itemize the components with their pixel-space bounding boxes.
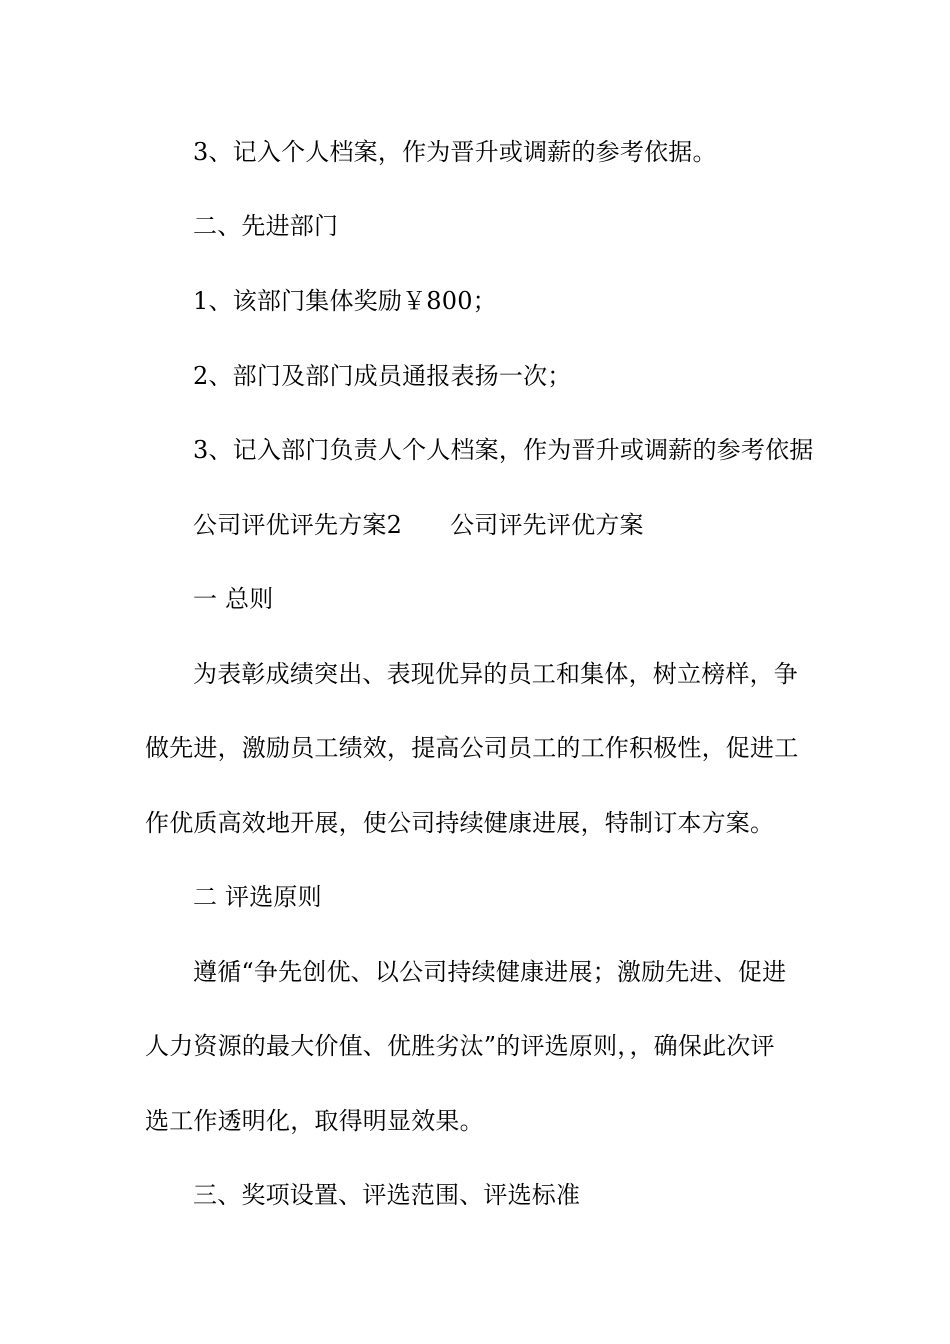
paragraph-line: 为表彰成绩突出、表现优异的员工和集体，树立榜样，争 xyxy=(193,660,798,688)
paragraph-line: 3、记入部门负责人个人档案，作为晋升或调薪的参考依据 xyxy=(193,436,814,464)
document-title: 公司评先评优方案 xyxy=(450,511,644,539)
section-heading: 一 总则 xyxy=(193,585,274,613)
paragraph-line: 2、部门及部门成员通报表扬一次； xyxy=(193,362,572,390)
paragraph-line: 遵循“争先创优、以公司持续健康进展；激励先进、促进 xyxy=(193,958,787,986)
paragraph-line: 选工作透明化，取得明显效果。 xyxy=(145,1107,484,1135)
section-heading: 二、先进部门 xyxy=(193,212,339,240)
paragraph-line: 1、该部门集体奖励￥800； xyxy=(193,287,497,315)
previous-doc-title: 公司评优评先方案2 xyxy=(193,511,403,539)
paragraph-line: 3、记入个人档案，作为晋升或调薪的参考依据。 xyxy=(193,138,717,166)
section-heading: 二 评选原则 xyxy=(193,883,322,911)
paragraph-line: 作优质高效地开展，使公司持续健康进展，特制订本方案。 xyxy=(145,809,775,837)
paragraph-line: 做先进，激励员工绩效，提高公司员工的工作积极性，促进工 xyxy=(145,734,799,762)
paragraph-line: 人力资源的最大价值、优胜劣汰”的评选原则，，确保此次评 xyxy=(145,1032,775,1060)
section-heading: 三、奖项设置、评选范围、评选标准 xyxy=(193,1181,581,1209)
document-title-line xyxy=(145,510,805,540)
